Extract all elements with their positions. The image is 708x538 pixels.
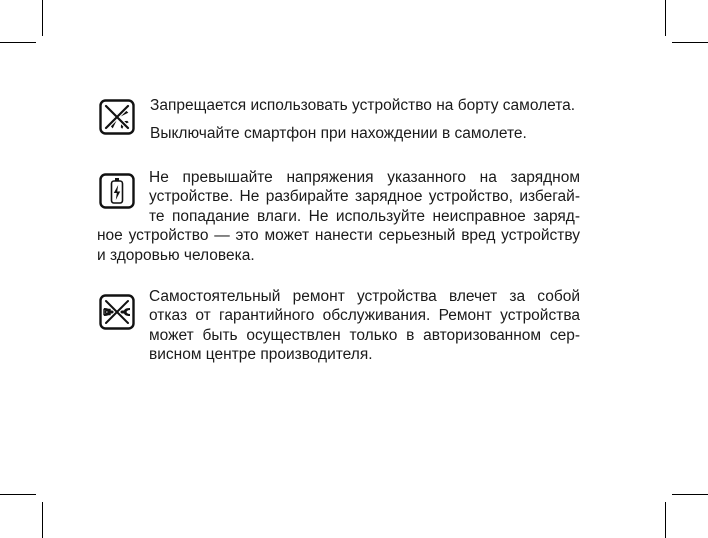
text-line: те попадание влаги. Не используйте неисправное заряд- <box>149 207 580 225</box>
text-line: отказ от гарантийного обслуживания. Ремонт устройства <box>149 307 580 325</box>
repair-warning-text <box>97 287 580 365</box>
no-airplane-icon <box>99 99 135 135</box>
crop-mark-top-right-horizontal <box>672 42 708 43</box>
crop-mark-bottom-right-horizontal <box>672 494 708 495</box>
crop-mark-bottom-left-horizontal <box>0 494 36 495</box>
text-line: ное устройство — это может нанести серьезный вред устройству <box>97 227 580 245</box>
text-line: и здоровью человека. <box>97 246 255 264</box>
crop-mark-bottom-right-vertical <box>665 502 666 538</box>
text-line: может быть осуществлен только в авторизованном сер- <box>149 326 580 344</box>
crop-mark-top-right-vertical <box>665 0 666 36</box>
text-line: Самостоятельный ремонт устройства влечет за собой <box>149 288 580 305</box>
text-line: Выключайте смартфон при нахождении в самолете. <box>150 125 527 143</box>
text-line: Запрещается использовать устройство на борту самолета. <box>150 97 576 114</box>
text-line: устройстве. Не разбирайте зарядное устройство, избегай- <box>149 188 580 206</box>
airplane-warning-text <box>150 96 580 144</box>
crop-mark-top-left-vertical <box>42 0 43 36</box>
crop-mark-bottom-left-vertical <box>42 502 43 538</box>
text-line: висном центре производителя. <box>149 346 373 364</box>
charger-warning-text <box>97 168 580 265</box>
text-line: Не превышайте напряжения указанного на зарядном <box>149 169 580 186</box>
crop-mark-top-left-horizontal <box>0 42 36 43</box>
